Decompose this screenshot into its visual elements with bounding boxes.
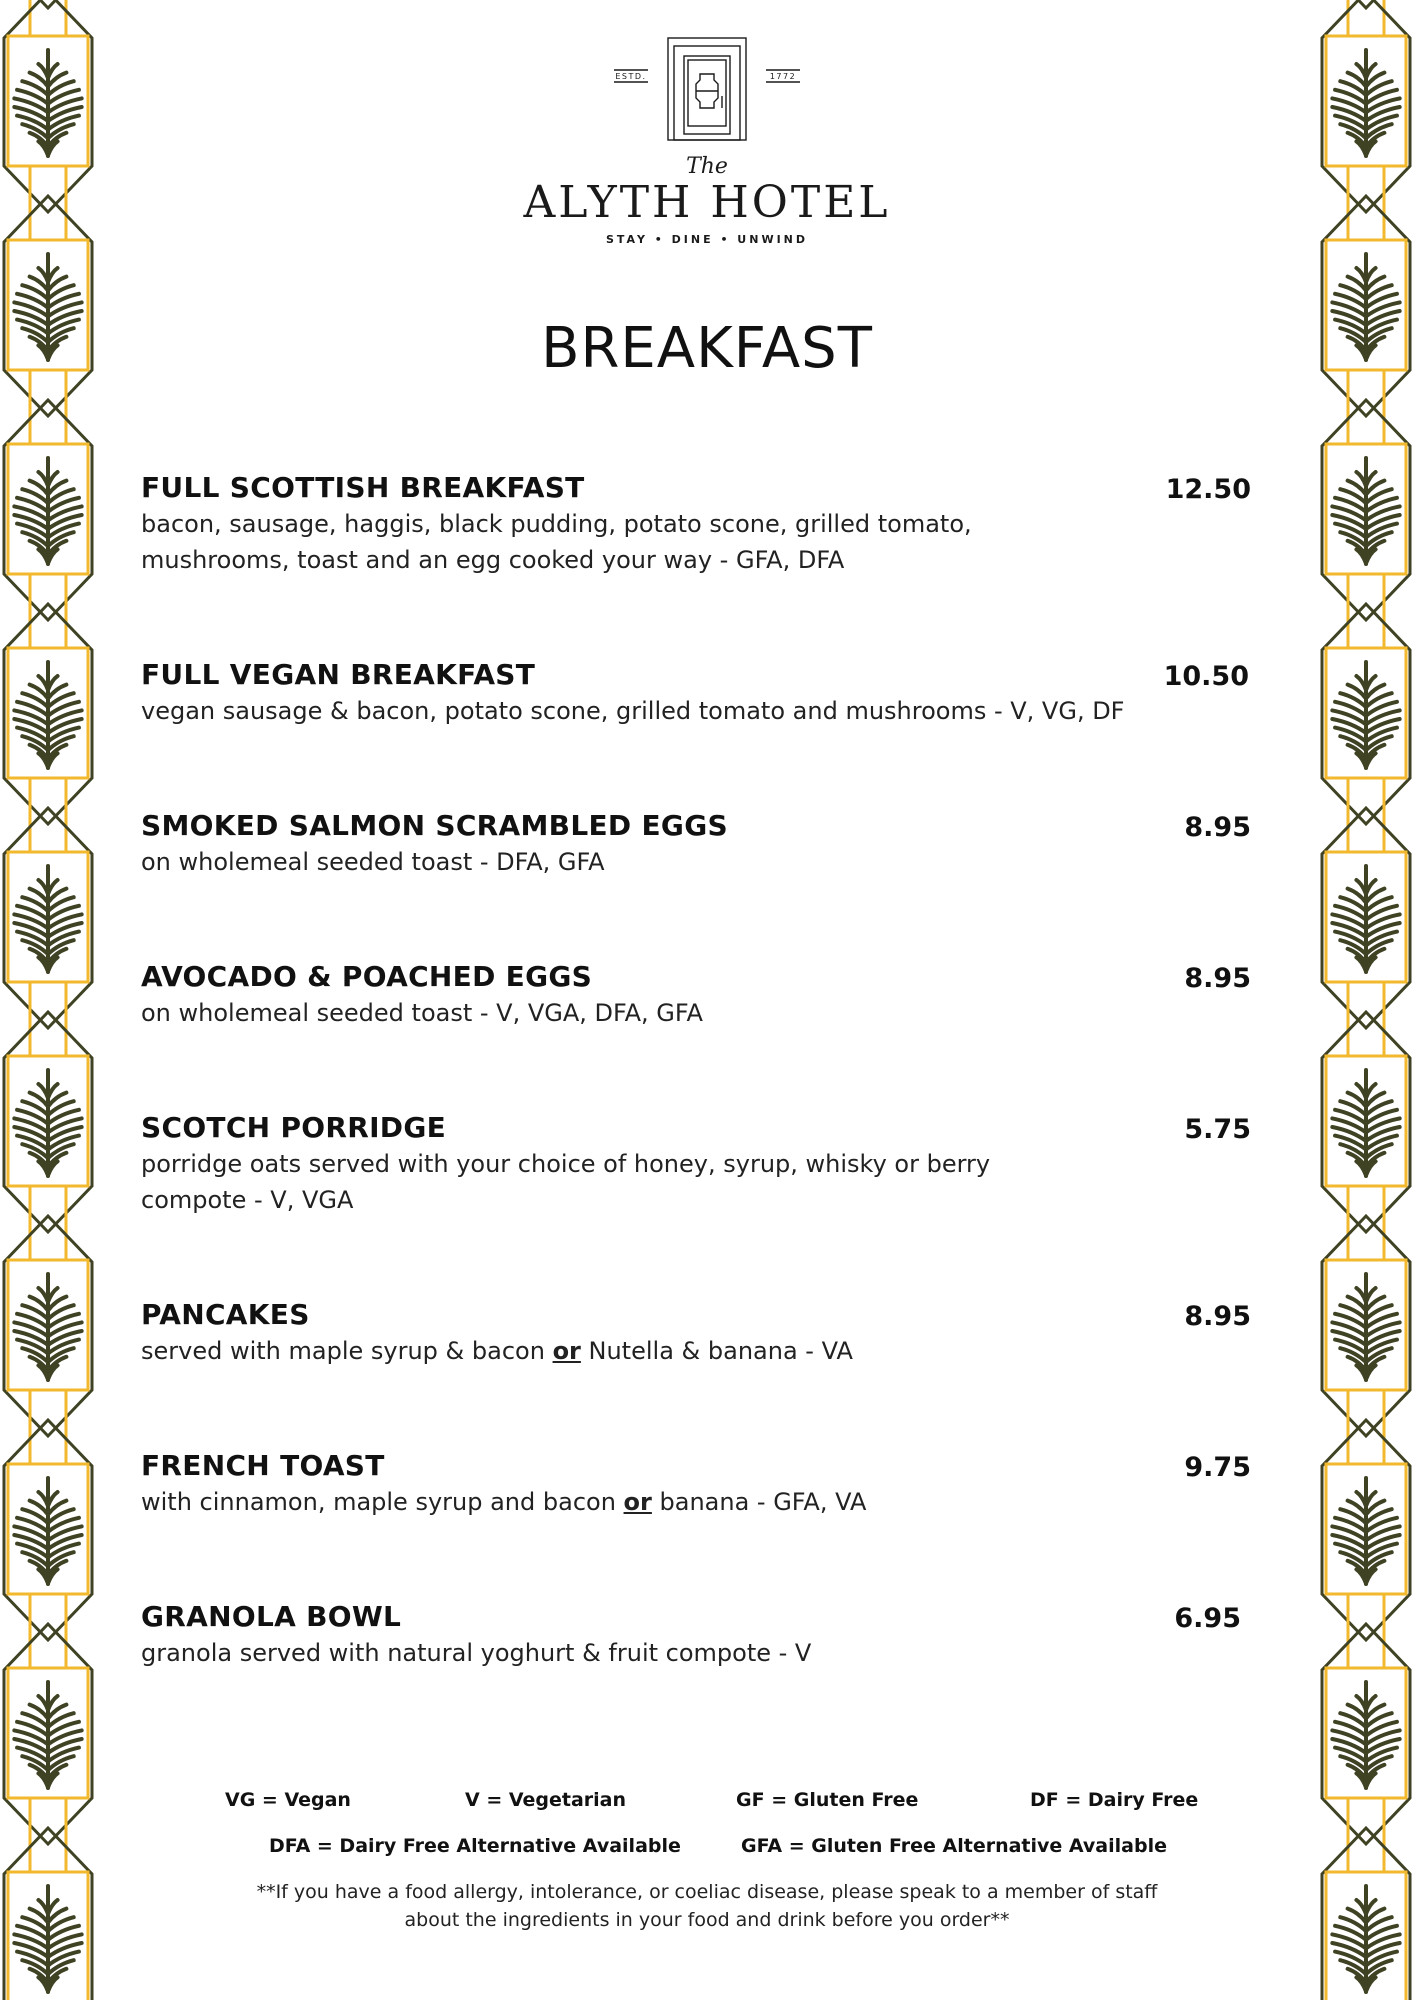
item-description: vegan sausage & bacon, potato scone, grilled tomato and mushrooms - V, VG, DF [141,697,1125,725]
leaf-pattern-icon [0,0,96,2000]
item-name: GRANOLA BOWL [141,1600,402,1633]
allergy-note-line: **If you have a food allergy, intolerance, or coeliac disease, please speak to a member of staff [256,1881,1158,1903]
item-name: PANCAKES [141,1298,310,1331]
menu-item [141,1599,1251,1671]
legend-gluten-free-alternative: GFA = Gluten Free Alternative Available [741,1835,1167,1857]
menu-item [141,959,1251,1031]
item-description: on wholemeal seeded toast - V, VGA, DFA, GFA [141,999,703,1027]
logo-article: The [686,154,728,179]
estd-year: 1772 [769,72,797,81]
estd-label: ESTD. [615,72,647,81]
item-description-or: or [623,1488,652,1516]
item-description-text: served with maple syrup & bacon [141,1337,553,1365]
item-description: on wholemeal seeded toast - DFA, GFA [141,848,605,876]
menu-item [141,808,1251,880]
item-description-text: Nutella & banana - VA [580,1337,853,1365]
legend-dairy-free: DF = Dairy Free [1030,1789,1199,1811]
hotel-logo [0,36,1414,246]
item-name: SMOKED SALMON SCRAMBLED EGGS [141,809,728,842]
allergy-note [0,1878,1414,1934]
item-description [141,1146,1141,1218]
item-price: 6.95 [1174,1603,1241,1634]
legend-vegetarian: V = Vegetarian [465,1789,627,1811]
item-description [141,506,1141,578]
left-decorative-border [0,0,96,2000]
item-description-line: compote - V, VGA [141,1186,354,1214]
item-name: FULL VEGAN BREAKFAST [141,658,536,691]
menu-title: BREAKFAST [541,316,873,381]
item-description-line: bacon, sausage, haggis, black pudding, potato scone, grilled tomato, [141,510,972,538]
item-description-text: with cinnamon, maple syrup and bacon [141,1488,624,1516]
item-price: 10.50 [1163,661,1249,692]
menu-item [141,1297,1251,1369]
item-price: 9.75 [1184,1452,1251,1483]
item-name: AVOCADO & POACHED EGGS [141,960,593,993]
hotel-name: ALYTH HOTEL [523,177,891,228]
item-description-text: banana - GFA, VA [651,1488,867,1516]
item-price: 12.50 [1165,474,1251,505]
item-price: 8.95 [1184,963,1251,994]
item-description-or: or [552,1337,581,1365]
item-description-line: mushrooms, toast and an egg cooked your way - GFA, DFA [141,546,845,574]
item-price: 8.95 [1184,1301,1251,1332]
leaf-pattern-icon [1318,0,1414,2000]
menu-item [141,1110,1251,1218]
hotel-tagline: STAY • DINE • UNWIND [605,233,809,247]
item-price: 5.75 [1184,1114,1251,1145]
item-description [141,1333,1141,1369]
item-price: 8.95 [1184,812,1251,843]
right-decorative-border [1318,0,1414,2000]
menu-item [141,470,1251,578]
legend-gluten-free: GF = Gluten Free [736,1789,919,1811]
allergy-note-line: about the ingredients in your food and drink before you order** [404,1909,1010,1931]
item-name: FULL SCOTTISH BREAKFAST [141,471,585,504]
menu-item [141,1448,1251,1520]
legend-dairy-free-alternative: DFA = Dairy Free Alternative Available [269,1835,681,1857]
item-description-line: porridge oats served with your choice of honey, syrup, whisky or berry [141,1150,991,1178]
menu-item [141,657,1251,729]
legend-vegan: VG = Vegan [225,1789,351,1811]
item-name: FRENCH TOAST [141,1449,385,1482]
item-description: granola served with natural yoghurt & fruit compote - V [141,1639,812,1667]
item-description [141,1484,1141,1520]
item-name: SCOTCH PORRIDGE [141,1111,447,1144]
door-icon [612,36,802,142]
